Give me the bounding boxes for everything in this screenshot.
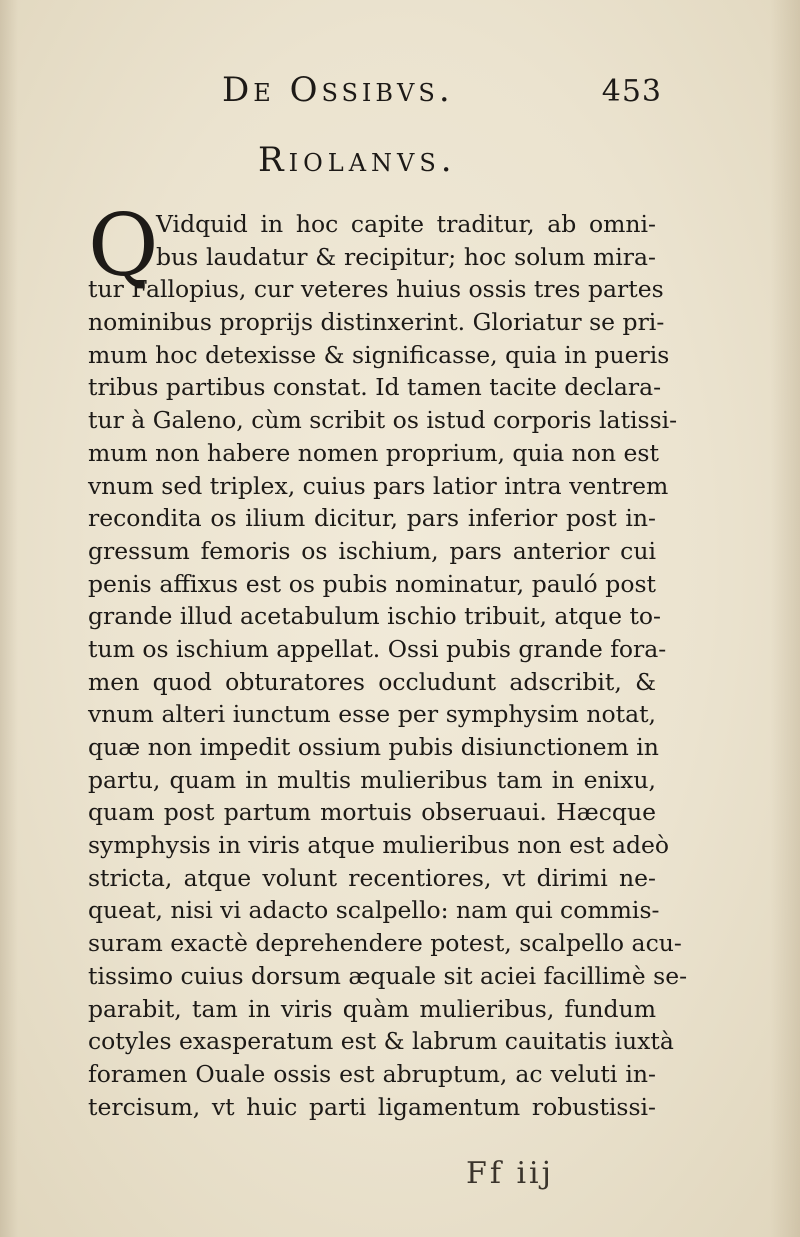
drop-cap: Q — [88, 196, 159, 296]
text-line: vnum alteri iunctum esse per symphysim notat, — [88, 700, 656, 729]
text-line: men quod obturatores occludunt adscribit, & — [88, 667, 656, 696]
text-line: tribus partibus constat. Id tamen tacite declara- — [88, 373, 662, 402]
text-line: foramen Ouale ossis est abruptum, ac veluti in- — [88, 1059, 656, 1088]
text-line: partu, quam in multis mulieribus tam in enixu, — [88, 765, 656, 794]
text-line: mum hoc detexisse & significasse, quia in pueris — [88, 340, 670, 369]
text-line: queat, nisi vi adacto scalpello: nam qui commis- — [88, 896, 660, 925]
text-line: mum non habere nomen proprium, quia non est — [88, 438, 659, 467]
text-line: tissimo cuius dorsum æquale sit aciei facillimè se- — [88, 961, 688, 990]
page-edge-shadow-left — [0, 0, 18, 1237]
text-line: recondita os ilium dicitur, pars inferior post in- — [88, 504, 656, 533]
section-title: Riolanvs. — [258, 140, 457, 180]
text-line: bus laudatur & recipitur; hoc solum mira- — [156, 242, 656, 271]
text-line: symphysis in viris atque mulieribus non est adeò — [88, 831, 670, 860]
text-line: tur Fallopius, cur veteres huius ossis tres partes — [88, 275, 664, 304]
text-line: gressum femoris os ischium, pars anterior cui — [88, 536, 656, 565]
page-edge-shadow-right — [770, 0, 800, 1237]
text-line: quæ non impedit ossium pubis disiunctionem in — [88, 733, 659, 761]
text-line: parabit, tam in viris quàm mulieribus, fundum — [88, 994, 656, 1023]
text-line: Vidquid in hoc capite traditur, ab omni- — [156, 210, 656, 238]
text-line: tercisum, vt huic parti ligamentum robustissi- — [88, 1092, 656, 1121]
body-text — [88, 196, 688, 1123]
page-number: 453 — [601, 74, 662, 109]
running-head-title: De Ossibvs. — [222, 70, 454, 110]
text-line: tur à Galeno, cùm scribit os istud corporis latissi- — [88, 406, 678, 435]
text-line: stricta, atque volunt recentiores, vt dirimi ne- — [88, 863, 656, 892]
text-line: tum os ischium appellat. Ossi pubis grande fora- — [88, 634, 667, 663]
text-line: vnum sed triplex, cuius pars latior intra ventrem — [88, 471, 669, 500]
text-line: penis affixus est os pubis nominatur, pauló post — [88, 569, 656, 598]
text-line: grande illud acetabulum ischio tribuit, atque to- — [88, 602, 661, 631]
text-line: cotyles exasperatum est & labrum cauitatis iuxtà — [88, 1027, 674, 1056]
text-line: quam post partum mortuis obseruaui. Hæcque — [88, 798, 656, 827]
signature-mark: Ff iij — [466, 1156, 554, 1191]
text-line: nominibus proprijs distinxerint. Gloriatur se pri- — [88, 308, 665, 337]
text-line: suram exactè deprehendere potest, scalpello acu- — [88, 929, 682, 958]
running-head — [222, 70, 662, 120]
